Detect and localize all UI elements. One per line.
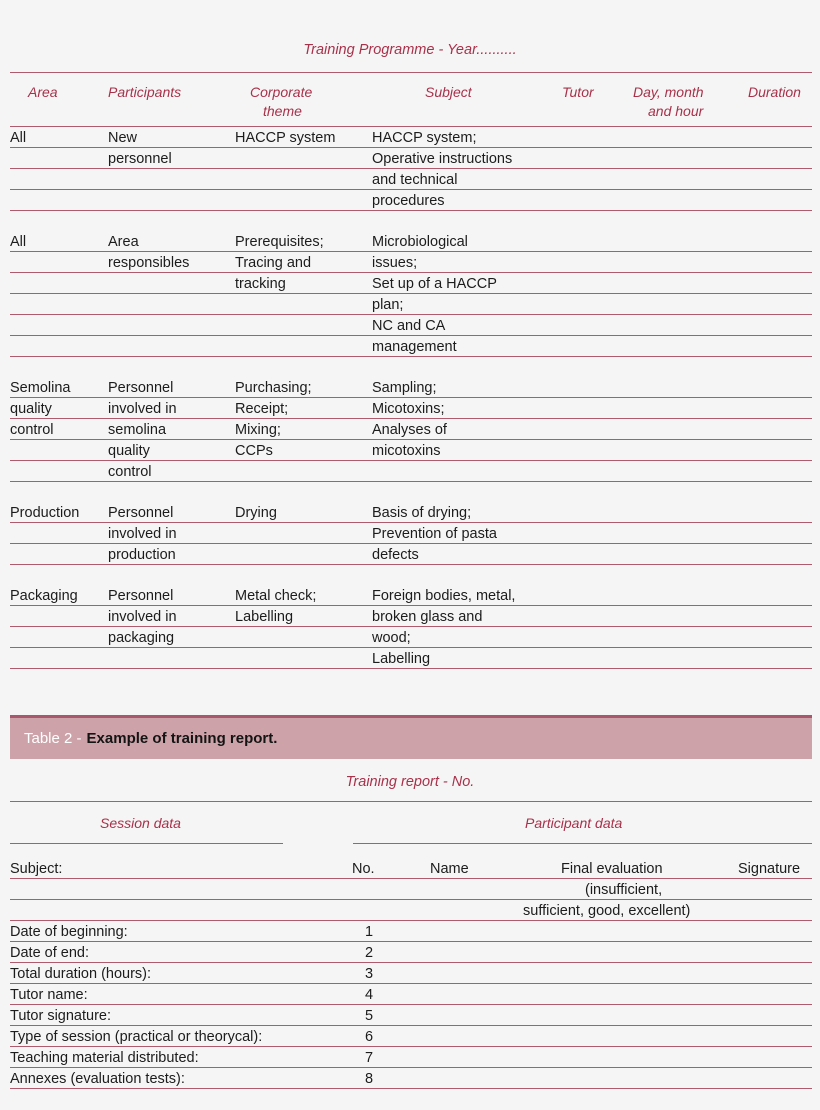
table1-cell-corporate-theme: HACCP system — [235, 130, 336, 146]
table2-participant-number: 1 — [365, 924, 374, 940]
table1-row-rule — [10, 626, 812, 627]
table1-cell-area: Production — [10, 505, 80, 521]
table1-cell-corporate-theme: Mixing; — [235, 422, 281, 438]
table1-row-rule — [10, 543, 812, 544]
table1-cell-corporate-theme: Metal check; — [235, 588, 317, 604]
table1-row-rule — [10, 418, 812, 419]
table2-col-final-evaluation-line2: (insufficient, — [585, 882, 663, 898]
table2-session-group-rule — [10, 843, 283, 844]
table2-row-rule — [10, 899, 812, 900]
table2-row-rule — [10, 878, 812, 879]
table1-cell-participants: personnel — [108, 151, 172, 167]
table1-row-rule — [10, 439, 812, 440]
table2-title-rule — [10, 801, 812, 802]
table1-cell-subject: Sampling; — [372, 380, 437, 396]
table1-row-rule — [10, 647, 812, 648]
table1-row-rule — [10, 397, 812, 398]
table2-row-rule — [10, 1088, 812, 1089]
table1-cell-participants: packaging — [108, 630, 175, 646]
table2-row-rule — [10, 1067, 812, 1068]
table1-cell-subject: Set up of a HACCP — [372, 276, 497, 292]
table1-cell-subject: Analyses of — [372, 422, 447, 438]
table1-cell-participants: involved in — [108, 609, 177, 625]
table1-col-day-month-line2: and hour — [648, 103, 704, 119]
table1-cell-subject: plan; — [372, 297, 404, 313]
table1-row-rule — [10, 522, 812, 523]
table1-cell-participants: involved in — [108, 526, 177, 542]
table1-cell-subject: issues; — [372, 255, 418, 271]
table2-col-signature: Signature — [738, 861, 801, 877]
table1-row-rule — [10, 356, 812, 357]
table1-cell-corporate-theme: Labelling — [235, 609, 294, 625]
table1-row-rule — [10, 314, 812, 315]
table2-row-rule — [10, 920, 812, 921]
table1-cell-subject: procedures — [372, 193, 445, 209]
table1-cell-corporate-theme: Tracing and — [235, 255, 312, 271]
table1-cell-participants: involved in — [108, 401, 177, 417]
table1-row-rule — [10, 210, 812, 211]
table2-row-rule — [10, 1004, 812, 1005]
table1-row-rule — [10, 481, 812, 482]
table2-caption-band — [10, 715, 812, 759]
table1-cell-subject: Basis of drying; — [372, 505, 472, 521]
table1-cell-subject: Micotoxins; — [372, 401, 445, 417]
table1-row-rule — [10, 293, 812, 294]
table1-col-corporate-theme-line2: theme — [263, 103, 302, 119]
table1-cell-area: quality — [10, 401, 52, 417]
table2-session-label: Subject: — [10, 861, 63, 877]
table1-cell-area: Packaging — [10, 588, 78, 604]
table2-participant-number: 8 — [365, 1071, 374, 1087]
table1-header-top-rule — [10, 72, 812, 73]
table1-cell-subject: Prevention of pasta — [372, 526, 497, 542]
table2-group-session-data: Session data — [100, 815, 181, 831]
table1-cell-participants: Personnel — [108, 380, 174, 396]
table1-col-day-month-line1: Day, month — [633, 84, 704, 100]
table1-col-tutor: Tutor — [562, 84, 594, 100]
table2-session-label: Tutor name: — [10, 987, 88, 1003]
table1-cell-corporate-theme: Purchasing; — [235, 380, 312, 396]
table1-row-rule — [10, 668, 812, 669]
table2-row-rule — [10, 962, 812, 963]
table1-row-rule — [10, 335, 812, 336]
table2-participant-number: 3 — [365, 966, 374, 982]
table2-col-final-evaluation-line3: sufficient, good, excellent) — [523, 903, 691, 919]
table1-cell-area: All — [10, 234, 27, 250]
table1-cell-corporate-theme: CCPs — [235, 443, 273, 459]
table1-col-duration: Duration — [748, 84, 801, 100]
table2-row-rule — [10, 941, 812, 942]
table1-cell-subject: management — [372, 339, 457, 355]
table2-session-label: Total duration (hours): — [10, 966, 152, 982]
table1-cell-subject: micotoxins — [372, 443, 441, 459]
table1-cell-participants: New — [108, 130, 138, 146]
table1-cell-subject: Operative instructions — [372, 151, 513, 167]
table2-participant-number: 6 — [365, 1029, 374, 1045]
table2-session-label: Type of session (practical or theorycal): — [10, 1029, 263, 1045]
table1-cell-area: control — [10, 422, 54, 438]
table2-participant-group-rule — [353, 843, 812, 844]
table2-participant-number: 5 — [365, 1008, 374, 1024]
table2-session-label: Date of beginning: — [10, 924, 128, 940]
table2-row-rule — [10, 983, 812, 984]
table1-col-area: Area — [28, 84, 58, 100]
table1-row-rule — [10, 605, 812, 606]
table1-cell-subject: and technical — [372, 172, 458, 188]
table1-cell-participants: control — [108, 464, 152, 480]
table1-row-rule — [10, 272, 812, 273]
table2-title: Training report - No. — [345, 774, 475, 790]
table2-row-rule — [10, 1025, 812, 1026]
table1-row-rule — [10, 147, 812, 148]
table1-cell-participants: Personnel — [108, 505, 174, 521]
table1-cell-participants: semolina — [108, 422, 167, 438]
table1-cell-subject: defects — [372, 547, 419, 563]
table1-cell-subject: wood; — [372, 630, 411, 646]
table2-caption-text: Example of training report. — [86, 730, 278, 747]
table1-cell-participants: production — [108, 547, 176, 563]
table1-cell-area: All — [10, 130, 27, 146]
table1-cell-participants: Area — [108, 234, 139, 250]
table1-cell-area: Semolina — [10, 380, 71, 396]
table2-row-rule — [10, 1046, 812, 1047]
table1-row-rule — [10, 189, 812, 190]
table1-cell-participants: Personnel — [108, 588, 174, 604]
table2-col-name: Name — [430, 861, 469, 877]
table2-group-participant-data: Participant data — [525, 815, 623, 831]
table1-row-rule — [10, 251, 812, 252]
table1-cell-participants: quality — [108, 443, 150, 459]
table1-row-rule — [10, 460, 812, 461]
table1-cell-corporate-theme: tracking — [235, 276, 286, 292]
table1-cell-subject: HACCP system; — [372, 130, 477, 146]
table1-row-rule — [10, 168, 812, 169]
table1-title: Training Programme - Year.......... — [303, 42, 517, 58]
table1-cell-subject: Microbiological — [372, 234, 468, 250]
table2-session-label: Teaching material distributed: — [10, 1050, 199, 1066]
table2-col-no: No. — [352, 861, 375, 877]
table1-cell-participants: responsibles — [108, 255, 190, 271]
table1-header-bottom-rule — [10, 126, 812, 127]
table2-session-label: Tutor signature: — [10, 1008, 112, 1024]
table1-row-rule — [10, 564, 812, 565]
table2-col-final-evaluation-line1: Final evaluation — [561, 861, 663, 877]
table2-participant-number: 7 — [365, 1050, 374, 1066]
table2-participant-number: 2 — [365, 945, 374, 961]
table1-col-subject: Subject — [425, 84, 472, 100]
table1-cell-subject: Foreign bodies, metal, — [372, 588, 516, 604]
table1-cell-corporate-theme: Prerequisites; — [235, 234, 324, 250]
table2-participant-number: 4 — [365, 987, 374, 1003]
table2-session-label: Date of end: — [10, 945, 89, 961]
table1-cell-subject: Labelling — [372, 651, 431, 667]
table2-session-label: Annexes (evaluation tests): — [10, 1071, 185, 1087]
table2-caption-number: Table 2 - — [24, 730, 82, 747]
table1-cell-subject: NC and CA — [372, 318, 446, 334]
table1-cell-corporate-theme: Receipt; — [235, 401, 289, 417]
table1-cell-corporate-theme: Drying — [235, 505, 277, 521]
table1-col-corporate-theme-line1: Corporate — [250, 84, 313, 100]
table1-col-participants: Participants — [108, 84, 182, 100]
table1-cell-subject: broken glass and — [372, 609, 483, 625]
